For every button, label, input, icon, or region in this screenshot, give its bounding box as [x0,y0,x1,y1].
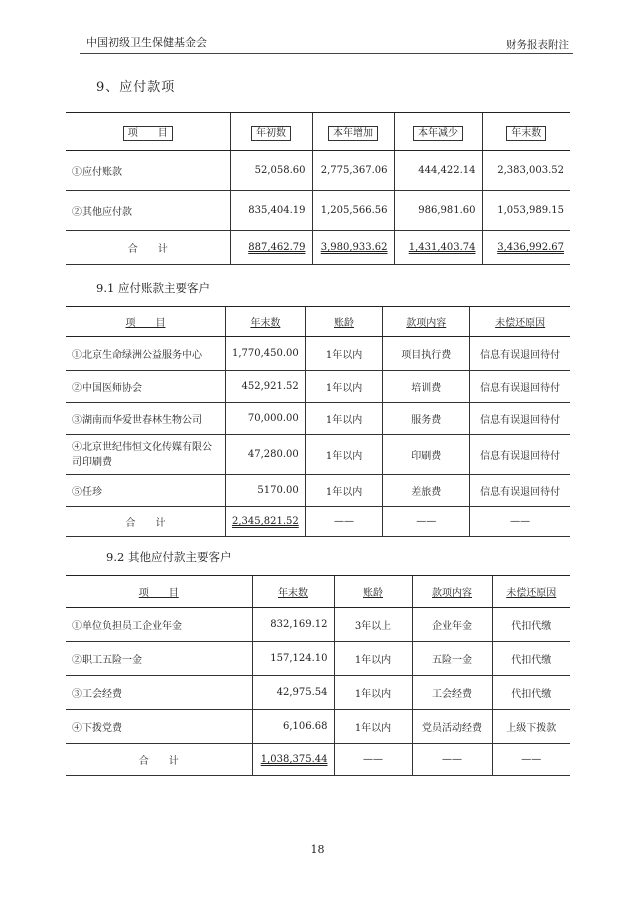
total-dash: —— [305,507,383,537]
col-header: 年末数 [482,113,570,151]
cell-value: 986,981.60 [394,191,482,231]
cell-amount: 6,106.68 [252,710,334,744]
table-header-row [66,307,570,337]
cell-age: 1年以内 [305,403,383,435]
total-label: 合 计 [66,507,225,537]
row-name: ①单位负担员工企业年金 [66,608,252,642]
table-row [66,475,570,507]
total-value: 887,462.79 [230,231,312,265]
col-header: 未偿还原因 [492,576,570,608]
accounts-payable-customers-table [66,306,570,537]
subsection-title-accounts-payable: 9.1 应付账款主要客户 [96,281,210,295]
cell-age: 1年以内 [305,435,383,475]
table-row [66,403,570,435]
total-row [66,744,570,776]
cell-content: 培训费 [383,371,470,403]
cell-content: 工会经费 [412,676,492,710]
col-header: 年末数 [252,576,334,608]
cell-value: 52,058.60 [230,151,312,191]
row-name: ①北京生命绿洲公益服务中心 [66,337,225,371]
total-row [66,507,570,537]
row-name: ②中国医师协会 [66,371,225,403]
total-value: 1,431,403.74 [394,231,482,265]
cell-age: 1年以内 [334,710,412,744]
other-payables-customers-table [66,575,570,776]
table-row [66,608,570,642]
col-header: 未偿还原因 [470,307,570,337]
row-name: ③工会经费 [66,676,252,710]
header-org-name: 中国初级卫生保健基金会 [86,36,207,49]
cell-reason: 代扣代缴 [492,608,570,642]
total-value: 3,980,933.62 [312,231,394,265]
table-row [66,642,570,676]
total-value: 3,436,992.67 [482,231,570,265]
cell-reason: 信息有误退回待付 [470,435,570,475]
cell-amount: 157,124.10 [252,642,334,676]
cell-age: 1年以内 [305,337,383,371]
cell-content: 服务费 [383,403,470,435]
header-divider [80,53,573,54]
cell-age: 1年以内 [305,371,383,403]
cell-amount: 70,000.00 [225,403,305,435]
row-name: ②其他应付款 [66,191,230,231]
cell-content: 五险一金 [412,642,492,676]
row-name: ④下拨党费 [66,710,252,744]
cell-reason: 信息有误退回待付 [470,371,570,403]
payables-table [66,112,570,265]
total-value: 1,038,375.44 [252,744,334,776]
col-header: 年末数 [225,307,305,337]
cell-value: 2,383,003.52 [482,151,570,191]
total-label: 合 计 [66,231,230,265]
cell-content: 项目执行费 [383,337,470,371]
row-name: ①应付账款 [66,151,230,191]
table-row [66,435,570,475]
total-row [66,231,570,265]
table-header-row [66,113,570,151]
table-row [66,337,570,371]
cell-content: 企业年金 [412,608,492,642]
cell-age: 1年以内 [305,475,383,507]
table-row [66,151,570,191]
page-number: 18 [310,843,325,856]
col-header: 本年增加 [312,113,394,151]
cell-age: 1年以内 [334,642,412,676]
table-row [66,371,570,403]
total-dash: —— [470,507,570,537]
col-header: 年初数 [230,113,312,151]
cell-amount: 42,975.54 [252,676,334,710]
cell-value: 1,205,566.56 [312,191,394,231]
cell-amount: 1,770,450.00 [225,337,305,371]
subsection-title-other-payables: 9.2 其他应付款主要客户 [106,550,232,564]
table-row [66,710,570,744]
cell-reason: 信息有误退回待付 [470,337,570,371]
cell-amount: 47,280.00 [225,435,305,475]
cell-amount: 452,921.52 [225,371,305,403]
row-name: ③湖南而华爱世春林生物公司 [66,403,225,435]
col-header: 项 目 [66,576,252,608]
total-dash: —— [383,507,470,537]
total-dash: —— [334,744,412,776]
total-label: 合 计 [66,744,252,776]
cell-content: 党员活动经费 [412,710,492,744]
table-row [66,191,570,231]
cell-reason: 上级下拨款 [492,710,570,744]
row-name: ⑤任珍 [66,475,225,507]
col-header: 项 目 [66,307,225,337]
col-header: 账龄 [305,307,383,337]
cell-reason: 代扣代缴 [492,676,570,710]
total-dash: —— [412,744,492,776]
cell-reason: 信息有误退回待付 [470,403,570,435]
col-header: 项 目 [66,113,230,151]
cell-age: 3年以上 [334,608,412,642]
total-dash: —— [492,744,570,776]
row-name: ②职工五险一金 [66,642,252,676]
header-doc-title: 财务报表附注 [506,39,569,51]
col-header: 款项内容 [383,307,470,337]
cell-content: 差旅费 [383,475,470,507]
cell-reason: 代扣代缴 [492,642,570,676]
cell-reason: 信息有误退回待付 [470,475,570,507]
cell-value: 1,053,989.15 [482,191,570,231]
cell-amount: 5170.00 [225,475,305,507]
table-header-row [66,576,570,608]
cell-content: 印刷费 [383,435,470,475]
section-title: 9、应付款项 [96,80,176,95]
cell-value: 2,775,367.06 [312,151,394,191]
col-header: 本年减少 [394,113,482,151]
col-header: 款项内容 [412,576,492,608]
cell-value: 835,404.19 [230,191,312,231]
table-row [66,676,570,710]
cell-amount: 832,169.12 [252,608,334,642]
cell-age: 1年以内 [334,676,412,710]
cell-value: 444,422.14 [394,151,482,191]
col-header: 账龄 [334,576,412,608]
total-value: 2,345,821.52 [225,507,305,537]
row-name: ④北京世纪伟恒文化传媒有限公司印刷费 [66,435,225,475]
